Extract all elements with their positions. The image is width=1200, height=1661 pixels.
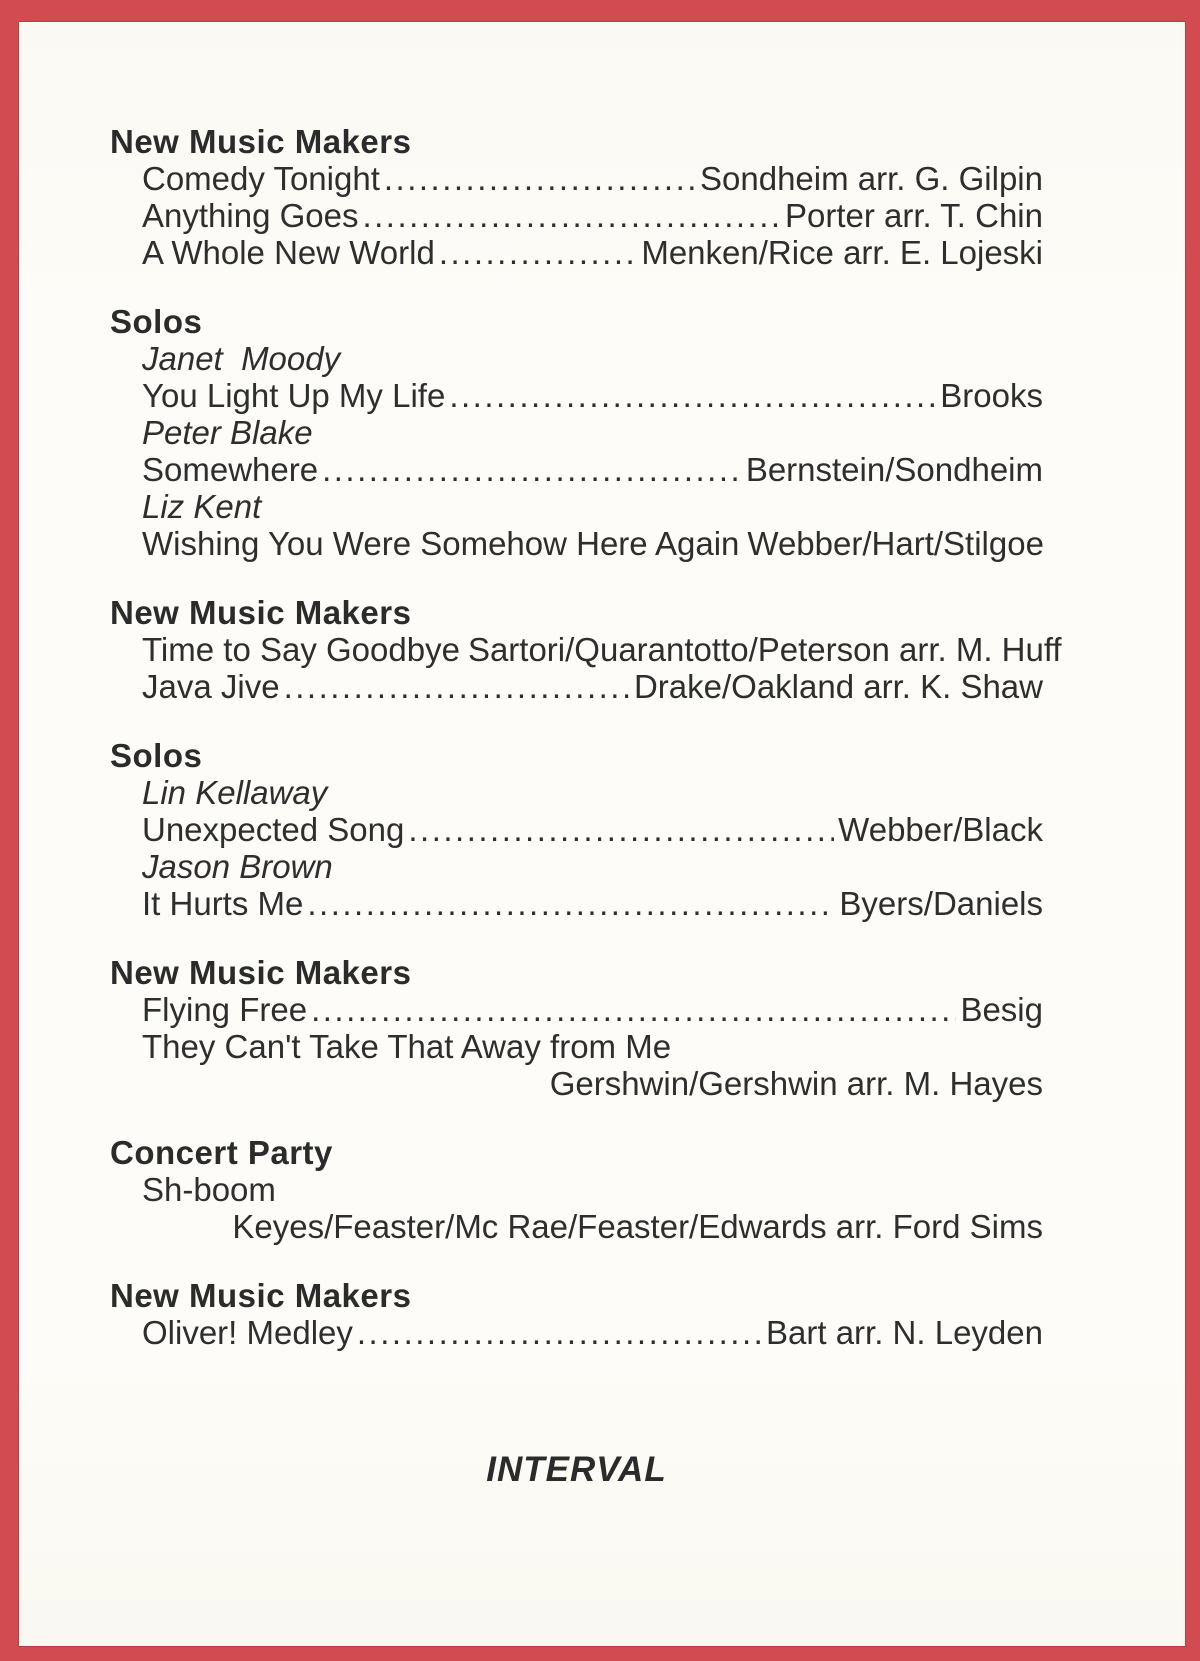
song-row: [142, 451, 1043, 488]
song-row: [142, 1171, 1043, 1208]
program-section: [110, 1277, 1043, 1351]
section-items: [142, 1171, 1043, 1245]
program-section: [110, 737, 1043, 922]
song-title: Time to Say Goodbye: [142, 631, 460, 668]
section-items: [142, 631, 1062, 705]
song-attribution: Porter arr. T. Chin: [785, 197, 1043, 234]
song-title: It Hurts Me: [142, 885, 304, 922]
song-row: [142, 991, 1043, 1028]
song-attribution: Webber/Black: [838, 811, 1043, 848]
section-items: [142, 774, 1043, 922]
dot-leader: [408, 811, 834, 848]
performer-name: Peter Blake: [142, 414, 313, 451]
song-attribution: Menken/Rice arr. E. Lojeski: [641, 234, 1043, 271]
programme-page: [19, 22, 1185, 1646]
attribution-line: Keyes/Feaster/Mc Rae/Feaster/Edwards arr. Ford Sims: [232, 1208, 1043, 1245]
song-attribution: Besig: [960, 991, 1043, 1028]
song-attribution: Sartori/Quarantotto/Peterson arr. M. Huff: [467, 631, 1062, 668]
performer-name: Jason Brown: [142, 848, 333, 885]
song-attribution: Drake/Oakland arr. K. Shaw: [633, 668, 1043, 705]
program-section: [110, 954, 1043, 1102]
song-title: Sh-boom: [142, 1171, 276, 1208]
song-row: [142, 631, 1062, 668]
song-attribution: Bernstein/Sondheim: [745, 451, 1043, 488]
song-title: Comedy Tonight: [142, 160, 380, 197]
program-section: [110, 594, 1062, 705]
program: [110, 123, 1062, 1351]
song-title: Oliver! Medley: [142, 1314, 353, 1351]
dot-leader: [307, 885, 835, 922]
song-attribution: Brooks: [940, 377, 1043, 414]
song-row: [142, 377, 1043, 414]
song-title: A Whole New World: [142, 234, 435, 271]
dot-leader: [284, 668, 630, 705]
section-heading: New Music Makers: [110, 1277, 412, 1314]
dot-leader: [322, 451, 742, 488]
section-heading: Solos: [110, 737, 203, 774]
song-title: Java Jive: [142, 668, 280, 705]
dot-leader: [311, 991, 956, 1028]
song-title: You Light Up My Life: [142, 377, 446, 414]
song-row: [142, 885, 1043, 922]
song-title: Wishing You Were Somehow Here Again: [142, 525, 740, 562]
dot-leader: [449, 377, 936, 414]
section-heading: Solos: [110, 303, 203, 340]
song-row: [142, 160, 1043, 197]
song-attribution: Webber/Hart/Stilgoe: [747, 525, 1044, 562]
song-title: Somewhere: [142, 451, 319, 488]
program-section: [110, 303, 1043, 562]
section-items: [142, 991, 1043, 1102]
song-attribution: Bart arr. N. Leyden: [766, 1314, 1043, 1351]
song-row: [142, 811, 1043, 848]
dot-leader: [357, 1314, 762, 1351]
section-items: [142, 340, 1043, 562]
program-section: [110, 123, 1043, 271]
performer-name: Lin Kellaway: [142, 774, 328, 811]
attribution-line: Gershwin/Gershwin arr. M. Hayes: [549, 1065, 1043, 1102]
song-row: [142, 1028, 1043, 1065]
performer-name: Liz Kent: [142, 488, 262, 525]
song-row: [142, 525, 1043, 562]
section-items: [142, 160, 1043, 271]
song-row: [142, 197, 1043, 234]
dot-leader: [439, 234, 638, 271]
section-heading: New Music Makers: [110, 123, 412, 160]
programme-content: [19, 22, 1185, 1488]
program-section: [110, 1134, 1043, 1245]
section-heading: New Music Makers: [110, 594, 412, 631]
song-title: They Can't Take That Away from Me: [142, 1028, 672, 1065]
dot-leader: [362, 197, 781, 234]
song-attribution: Sondheim arr. G. Gilpin: [700, 160, 1043, 197]
section-heading: Concert Party: [110, 1134, 333, 1171]
song-title: Flying Free: [142, 991, 308, 1028]
interval-label: INTERVAL: [486, 1450, 667, 1489]
song-attribution: Byers/Daniels: [839, 885, 1043, 922]
song-row: [142, 668, 1043, 705]
song-title: Anything Goes: [142, 197, 359, 234]
section-items: [142, 1314, 1043, 1351]
song-title: Unexpected Song: [142, 811, 405, 848]
performer-name: Janet Moody: [142, 340, 341, 377]
song-row: [142, 234, 1043, 271]
section-heading: New Music Makers: [110, 954, 412, 991]
dot-leader: [384, 160, 696, 197]
song-row: [142, 1314, 1043, 1351]
